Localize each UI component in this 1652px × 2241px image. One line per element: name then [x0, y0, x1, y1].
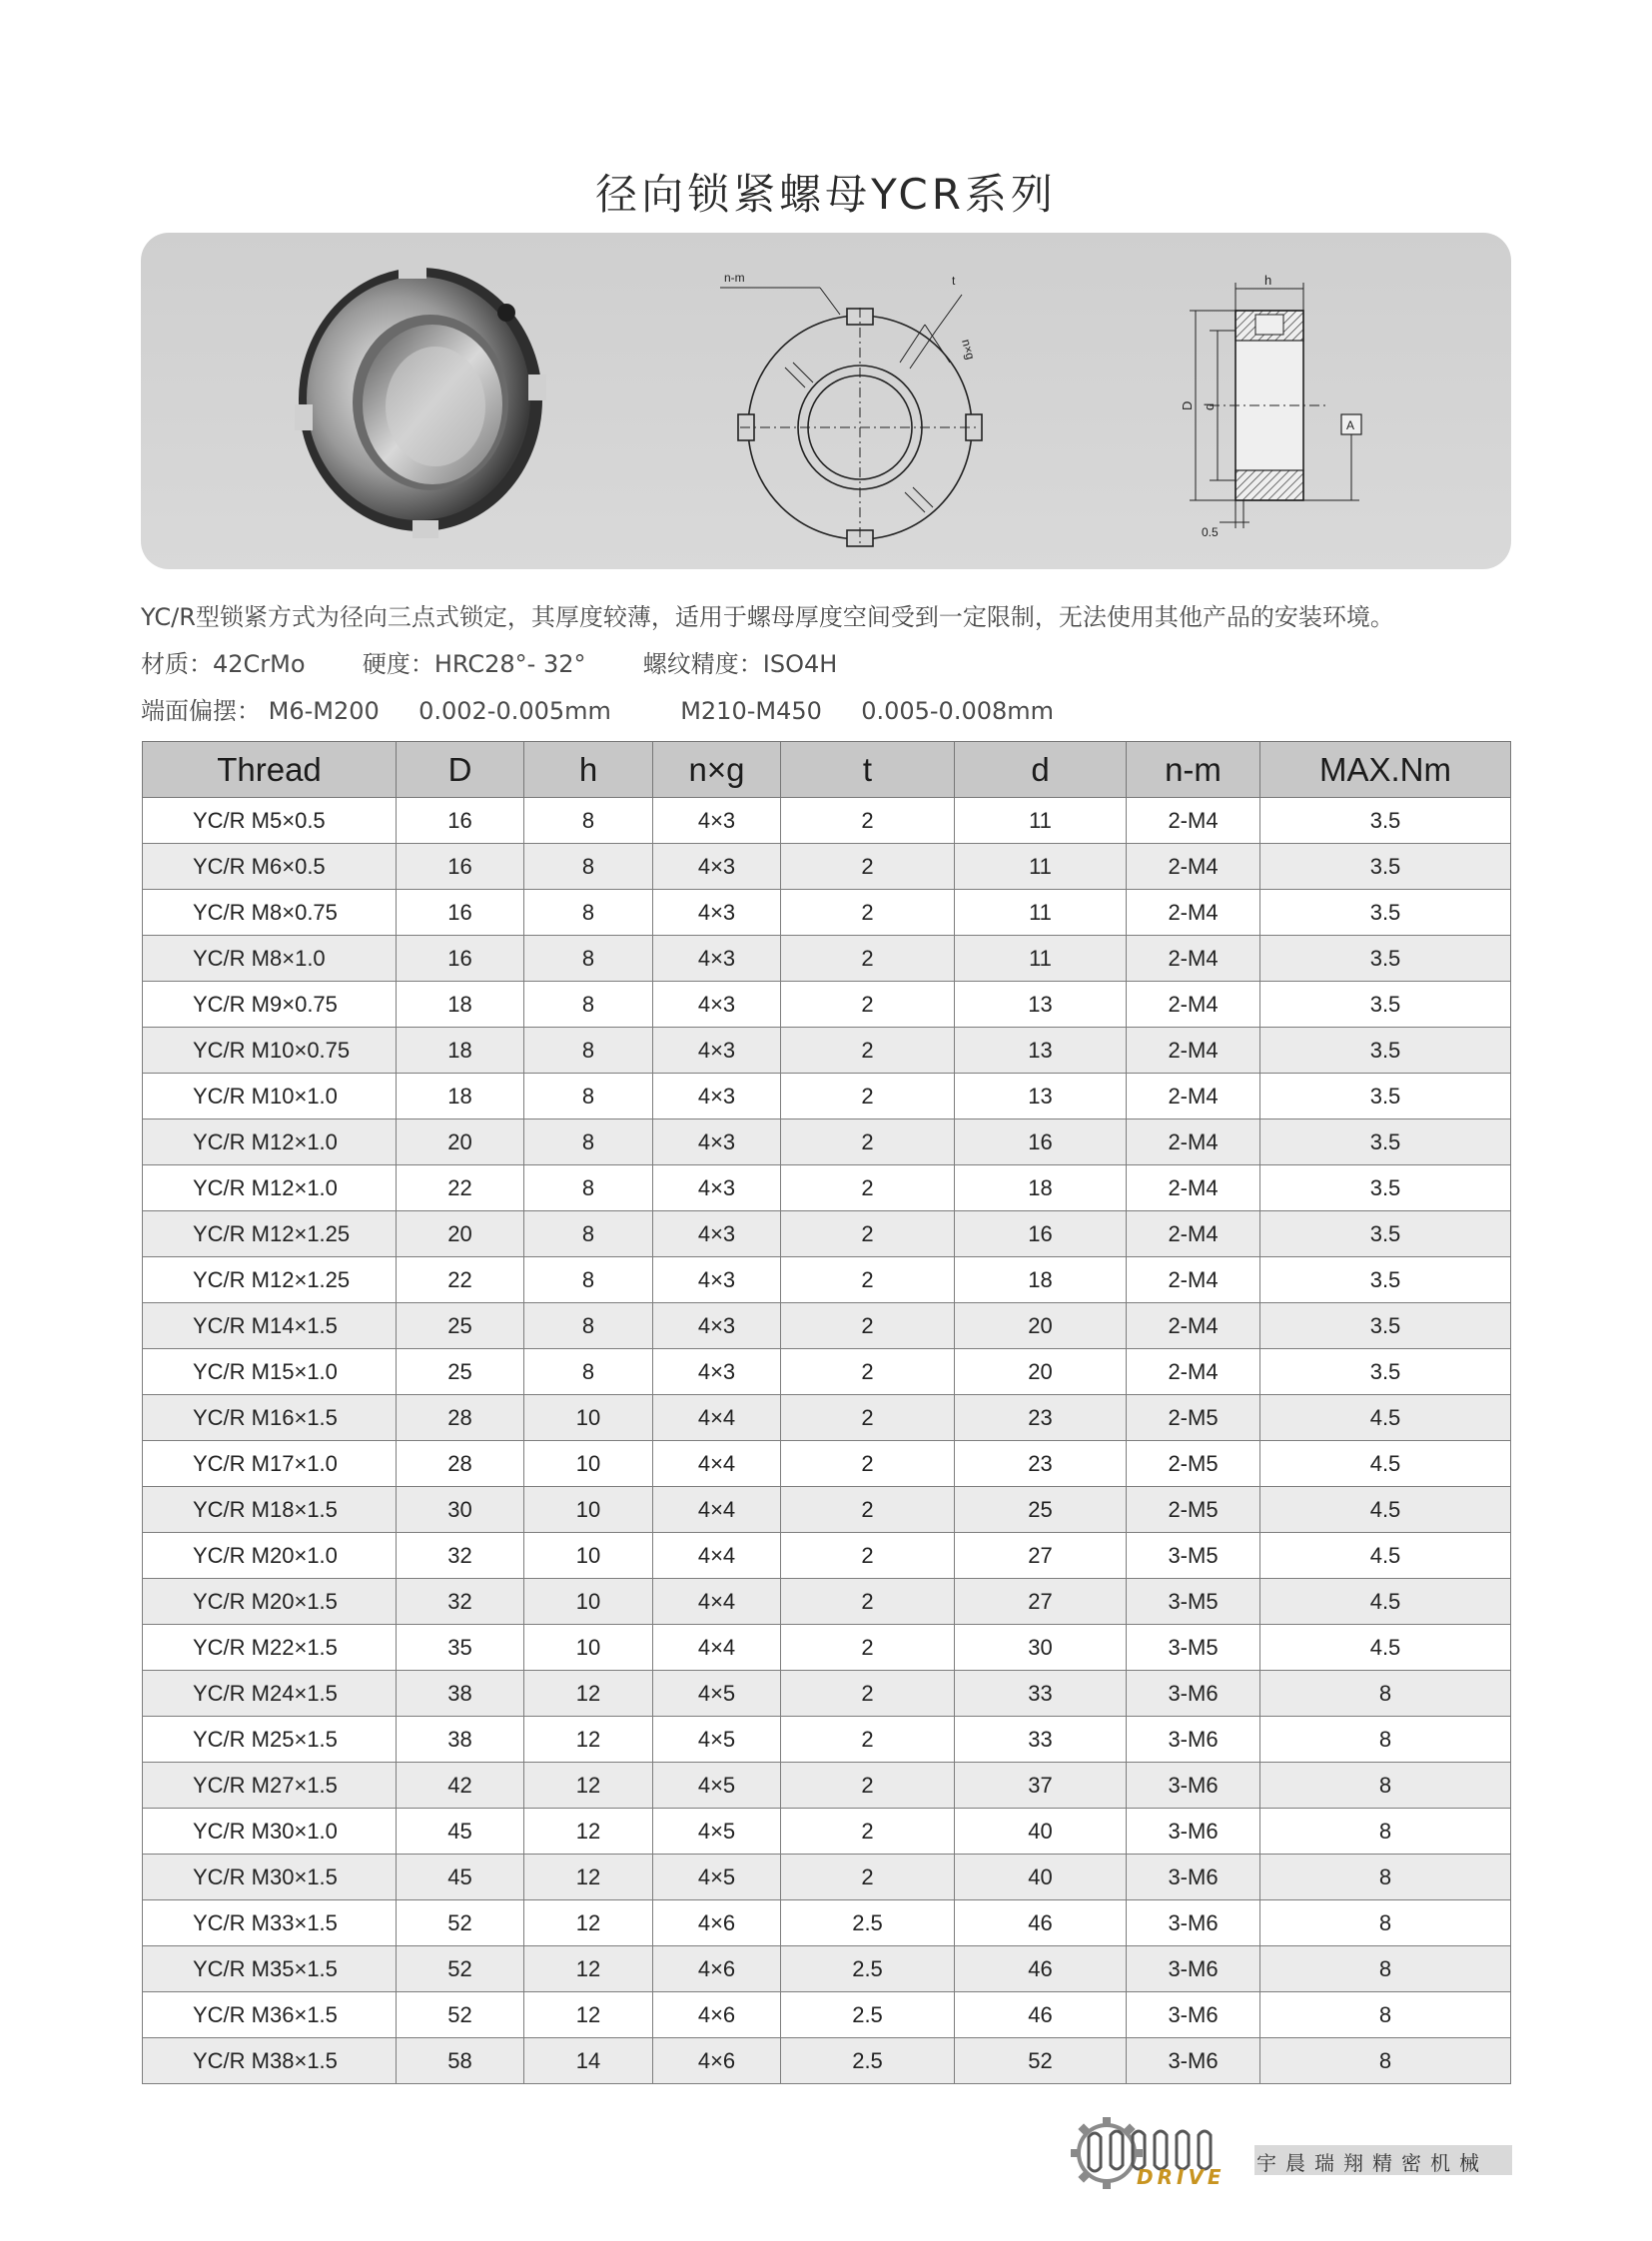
- table-row: [143, 1165, 1511, 1211]
- table-cell: 2: [781, 1763, 955, 1809]
- table-cell: 8: [1260, 1992, 1511, 2038]
- table-row: [143, 1487, 1511, 1533]
- table-cell: 35: [397, 1625, 524, 1671]
- table-cell: 8: [1260, 1717, 1511, 1763]
- table-cell: 18: [955, 1257, 1127, 1303]
- table-cell: 13: [955, 982, 1127, 1028]
- table-cell: 25: [397, 1349, 524, 1395]
- table-cell: 37: [955, 1763, 1127, 1809]
- table-cell: 30: [397, 1487, 524, 1533]
- table-cell: 2: [781, 1395, 955, 1441]
- table-cell: 20: [955, 1349, 1127, 1395]
- table-cell: 4×4: [653, 1579, 781, 1625]
- table-cell: 2: [781, 1165, 955, 1211]
- table-row: [143, 936, 1511, 982]
- table-cell: 2.5: [781, 2038, 955, 2084]
- table-cell: 8: [524, 1211, 653, 1257]
- label-d: d: [1202, 402, 1217, 410]
- runout-value-2: 0.005-0.008mm: [861, 697, 1055, 725]
- table-cell: 2-M4: [1127, 1257, 1260, 1303]
- table-header-row: [143, 742, 1511, 798]
- table-cell: 30: [955, 1625, 1127, 1671]
- table-cell: 23: [955, 1441, 1127, 1487]
- table-cell: 8: [524, 1120, 653, 1165]
- table-cell: 42: [397, 1763, 524, 1809]
- table-cell: 2: [781, 1855, 955, 1900]
- table-cell: 38: [397, 1717, 524, 1763]
- table-cell: 8: [524, 1028, 653, 1074]
- table-cell: YC/R M20×1.5: [143, 1579, 397, 1625]
- table-cell: 3-M6: [1127, 1671, 1260, 1717]
- material-spec: 材质：42CrMo: [141, 650, 306, 678]
- table-cell: 4×6: [653, 1992, 781, 2038]
- table-row: [143, 1900, 1511, 1946]
- table-cell: 4×5: [653, 1763, 781, 1809]
- table-cell: YC/R M36×1.5: [143, 1992, 397, 2038]
- table-cell: 4×6: [653, 1946, 781, 1992]
- table-cell: 3.5: [1260, 1028, 1511, 1074]
- table-cell: 3.5: [1260, 1120, 1511, 1165]
- runout-label: 端面偏摆：: [141, 697, 261, 725]
- table-cell: 12: [524, 1763, 653, 1809]
- table-cell: 8: [524, 1303, 653, 1349]
- table-cell: 2: [781, 1028, 955, 1074]
- table-cell: 13: [955, 1028, 1127, 1074]
- table-cell: 4×3: [653, 1165, 781, 1211]
- table-cell: 12: [524, 1900, 653, 1946]
- table-cell: 2: [781, 1809, 955, 1855]
- table-cell: 20: [397, 1120, 524, 1165]
- table-cell: 2: [781, 1120, 955, 1165]
- table-cell: 13: [955, 1074, 1127, 1120]
- table-row: [143, 1028, 1511, 1074]
- specs-line-1: [141, 644, 837, 679]
- table-cell: 3.5: [1260, 1211, 1511, 1257]
- table-cell: YC/R M20×1.0: [143, 1533, 397, 1579]
- table-cell: 4×4: [653, 1395, 781, 1441]
- label-h: h: [1264, 275, 1272, 288]
- table-cell: 3-M6: [1127, 1946, 1260, 1992]
- table-cell: 22: [397, 1165, 524, 1211]
- table-cell: 18: [397, 982, 524, 1028]
- table-cell: 3-M6: [1127, 2038, 1260, 2084]
- table-cell: 2: [781, 1487, 955, 1533]
- table-cell: 2-M5: [1127, 1395, 1260, 1441]
- table-cell: 23: [955, 1395, 1127, 1441]
- table-cell: 4×4: [653, 1487, 781, 1533]
- table-cell: 4.5: [1260, 1533, 1511, 1579]
- table-cell: YC/R M8×1.0: [143, 936, 397, 982]
- table-cell: 3.5: [1260, 936, 1511, 982]
- table-cell: 4.5: [1260, 1441, 1511, 1487]
- table-cell: 2: [781, 1717, 955, 1763]
- table-cell: 4×3: [653, 1028, 781, 1074]
- label-nm: n-m: [724, 271, 745, 285]
- table-cell: YC/R M12×1.0: [143, 1165, 397, 1211]
- table-row: [143, 1946, 1511, 1992]
- table-cell: YC/R M30×1.5: [143, 1855, 397, 1900]
- table-cell: 58: [397, 2038, 524, 2084]
- table-cell: 3.5: [1260, 890, 1511, 936]
- table-cell: 33: [955, 1717, 1127, 1763]
- table-cell: 8: [1260, 2038, 1511, 2084]
- company-name: 宇晨瑞翔精密机械: [1256, 2151, 1488, 2175]
- table-cell: YC/R M18×1.5: [143, 1487, 397, 1533]
- table-cell: 40: [955, 1855, 1127, 1900]
- table-cell: 3-M6: [1127, 1717, 1260, 1763]
- table-row: [143, 1441, 1511, 1487]
- table-row: [143, 1395, 1511, 1441]
- table-row: [143, 2038, 1511, 2084]
- table-cell: 16: [397, 798, 524, 844]
- table-row: [143, 1303, 1511, 1349]
- table-cell: YC/R M12×1.25: [143, 1211, 397, 1257]
- table-cell: 11: [955, 890, 1127, 936]
- table-cell: 12: [524, 1946, 653, 1992]
- table-cell: 4×6: [653, 1900, 781, 1946]
- table-cell: 8: [524, 1257, 653, 1303]
- table-cell: 3.5: [1260, 1074, 1511, 1120]
- table-cell: 3-M6: [1127, 1992, 1260, 2038]
- product-drawing-banner: [141, 233, 1511, 569]
- table-cell: 18: [397, 1028, 524, 1074]
- table-cell: 2: [781, 1671, 955, 1717]
- table-cell: 2: [781, 1257, 955, 1303]
- table-cell: 40: [955, 1809, 1127, 1855]
- table-cell: 3.5: [1260, 1165, 1511, 1211]
- label-D: D: [1180, 400, 1195, 410]
- table-cell: 25: [397, 1303, 524, 1349]
- table-cell: YC/R M38×1.5: [143, 2038, 397, 2084]
- header-D: D: [397, 742, 524, 798]
- table-row: [143, 1257, 1511, 1303]
- table-cell: 2-M4: [1127, 1349, 1260, 1395]
- table-cell: 12: [524, 1809, 653, 1855]
- table-row: [143, 1349, 1511, 1395]
- table-cell: 12: [524, 1717, 653, 1763]
- table-cell: 46: [955, 1992, 1127, 2038]
- table-cell: 8: [524, 1074, 653, 1120]
- table-row: [143, 1074, 1511, 1120]
- table-cell: 2: [781, 1211, 955, 1257]
- table-cell: 3.5: [1260, 982, 1511, 1028]
- description-text: YC/R型锁紧方式为径向三点式锁定，其厚度较薄，适用于螺母厚度空间受到一定限制，无法使用其他产品的安装环境。: [141, 603, 1394, 631]
- table-cell: 4×5: [653, 1671, 781, 1717]
- table-cell: YC/R M16×1.5: [143, 1395, 397, 1441]
- table-cell: YC/R M35×1.5: [143, 1946, 397, 1992]
- table-cell: 38: [397, 1671, 524, 1717]
- table-cell: 32: [397, 1579, 524, 1625]
- table-cell: 8: [524, 798, 653, 844]
- table-cell: 2: [781, 1349, 955, 1395]
- table-cell: YC/R M5×0.5: [143, 798, 397, 844]
- table-cell: 8: [1260, 1946, 1511, 1992]
- header-d: d: [955, 742, 1127, 798]
- table-cell: 2-M4: [1127, 936, 1260, 982]
- table-cell: 8: [524, 982, 653, 1028]
- table-cell: 4×3: [653, 1303, 781, 1349]
- header-h: h: [524, 742, 653, 798]
- table-cell: 4×3: [653, 1074, 781, 1120]
- table-cell: 25: [955, 1487, 1127, 1533]
- table-cell: 14: [524, 2038, 653, 2084]
- table-cell: 8: [1260, 1763, 1511, 1809]
- table-cell: 8: [524, 844, 653, 890]
- table-cell: 45: [397, 1855, 524, 1900]
- table-cell: YC/R M14×1.5: [143, 1303, 397, 1349]
- table-cell: 2-M4: [1127, 1211, 1260, 1257]
- table-cell: 52: [397, 1992, 524, 2038]
- table-cell: 33: [955, 1671, 1127, 1717]
- table-cell: 12: [524, 1992, 653, 2038]
- label-t: t: [952, 274, 956, 288]
- table-cell: 2: [781, 1441, 955, 1487]
- table-cell: 2.5: [781, 1900, 955, 1946]
- table-row: [143, 1992, 1511, 2038]
- table-cell: 4×3: [653, 1349, 781, 1395]
- table-cell: 8: [1260, 1855, 1511, 1900]
- table-row: [143, 798, 1511, 844]
- table-row: [143, 1763, 1511, 1809]
- table-cell: 28: [397, 1395, 524, 1441]
- table-row: [143, 1533, 1511, 1579]
- spec-table: [142, 741, 1511, 2084]
- table-row: [143, 1717, 1511, 1763]
- header-t: t: [781, 742, 955, 798]
- table-cell: 2-M4: [1127, 1303, 1260, 1349]
- table-cell: 46: [955, 1900, 1127, 1946]
- table-cell: YC/R M24×1.5: [143, 1671, 397, 1717]
- table-cell: 3-M5: [1127, 1625, 1260, 1671]
- table-cell: 3-M6: [1127, 1763, 1260, 1809]
- table-cell: 2: [781, 936, 955, 982]
- table-cell: 3.5: [1260, 1257, 1511, 1303]
- table-cell: 4.5: [1260, 1579, 1511, 1625]
- table-cell: 8: [524, 890, 653, 936]
- table-cell: 4.5: [1260, 1625, 1511, 1671]
- table-cell: YC/R M12×1.25: [143, 1257, 397, 1303]
- table-cell: YC/R M6×0.5: [143, 844, 397, 890]
- table-cell: YC/R M9×0.75: [143, 982, 397, 1028]
- table-cell: 46: [955, 1946, 1127, 1992]
- table-cell: 4×3: [653, 798, 781, 844]
- table-row: [143, 1671, 1511, 1717]
- table-row: [143, 1579, 1511, 1625]
- table-cell: 4×5: [653, 1855, 781, 1900]
- table-cell: 20: [955, 1303, 1127, 1349]
- table-cell: 4×6: [653, 2038, 781, 2084]
- table-cell: 4×5: [653, 1717, 781, 1763]
- table-cell: YC/R M25×1.5: [143, 1717, 397, 1763]
- table-cell: 8: [1260, 1809, 1511, 1855]
- table-cell: 8: [524, 936, 653, 982]
- table-cell: 2-M4: [1127, 798, 1260, 844]
- footer-logo: [1067, 2111, 1512, 2193]
- table-cell: 4×4: [653, 1441, 781, 1487]
- table-cell: 4.5: [1260, 1487, 1511, 1533]
- table-cell: 2: [781, 844, 955, 890]
- table-cell: 3.5: [1260, 1303, 1511, 1349]
- table-cell: 2: [781, 1303, 955, 1349]
- table-cell: YC/R M8×0.75: [143, 890, 397, 936]
- table-cell: 10: [524, 1487, 653, 1533]
- table-cell: 3.5: [1260, 1349, 1511, 1395]
- label-offset: 0.5: [1202, 525, 1219, 539]
- table-cell: 2-M5: [1127, 1487, 1260, 1533]
- table-cell: 3-M5: [1127, 1533, 1260, 1579]
- table-cell: 16: [397, 890, 524, 936]
- table-cell: YC/R M10×0.75: [143, 1028, 397, 1074]
- specs-line-2: [141, 691, 1054, 726]
- table-cell: 4×3: [653, 890, 781, 936]
- thread-precision-spec: 螺纹精度：ISO4H: [642, 650, 838, 678]
- table-cell: 16: [955, 1120, 1127, 1165]
- table-cell: 2: [781, 798, 955, 844]
- table-cell: YC/R M33×1.5: [143, 1900, 397, 1946]
- table-cell: 32: [397, 1533, 524, 1579]
- table-cell: YC/R M17×1.0: [143, 1441, 397, 1487]
- runout-range-2: M210-M450: [680, 697, 822, 725]
- table-body: [143, 798, 1511, 2084]
- runout-value-1: 0.002-0.005mm: [418, 697, 611, 725]
- table-row: [143, 1120, 1511, 1165]
- table-cell: 28: [397, 1441, 524, 1487]
- table-cell: 3-M6: [1127, 1809, 1260, 1855]
- table-cell: 18: [397, 1074, 524, 1120]
- header-nm: n-m: [1127, 742, 1260, 798]
- header-nxg: n×g: [653, 742, 781, 798]
- table-cell: 10: [524, 1395, 653, 1441]
- brand-name: DRIVE: [1137, 2165, 1226, 2189]
- table-cell: 4×3: [653, 936, 781, 982]
- table-cell: 11: [955, 844, 1127, 890]
- table-cell: 12: [524, 1855, 653, 1900]
- table-cell: 4×3: [653, 982, 781, 1028]
- table-cell: 2: [781, 1625, 955, 1671]
- table-cell: 2-M4: [1127, 1074, 1260, 1120]
- table-cell: 8: [1260, 1900, 1511, 1946]
- table-cell: 2: [781, 1579, 955, 1625]
- table-cell: 22: [397, 1257, 524, 1303]
- table-cell: 2: [781, 982, 955, 1028]
- table-cell: 2: [781, 1533, 955, 1579]
- table-cell: 8: [524, 1165, 653, 1211]
- table-cell: 18: [955, 1165, 1127, 1211]
- table-cell: 2-M4: [1127, 890, 1260, 936]
- front-view-drawing: [700, 263, 990, 552]
- table-cell: 20: [397, 1211, 524, 1257]
- table-cell: 10: [524, 1533, 653, 1579]
- header-max-nm: MAX.Nm: [1260, 742, 1511, 798]
- label-A: A: [1346, 418, 1355, 432]
- table-cell: 2-M5: [1127, 1441, 1260, 1487]
- table-cell: 4.5: [1260, 1395, 1511, 1441]
- table-row: [143, 1625, 1511, 1671]
- table-cell: 4×3: [653, 844, 781, 890]
- header-thread: Thread: [143, 742, 397, 798]
- table-cell: 3.5: [1260, 798, 1511, 844]
- table-row: [143, 890, 1511, 936]
- table-cell: 3.5: [1260, 844, 1511, 890]
- table-cell: 4×5: [653, 1809, 781, 1855]
- table-cell: 12: [524, 1671, 653, 1717]
- table-cell: 2-M4: [1127, 1120, 1260, 1165]
- table-cell: YC/R M27×1.5: [143, 1763, 397, 1809]
- table-cell: 16: [397, 936, 524, 982]
- table-cell: YC/R M30×1.0: [143, 1809, 397, 1855]
- table-row: [143, 1211, 1511, 1257]
- table-cell: 16: [397, 844, 524, 890]
- table-row: [143, 982, 1511, 1028]
- table-cell: 52: [397, 1900, 524, 1946]
- table-cell: 4×3: [653, 1211, 781, 1257]
- lock-nut-photo: [281, 255, 560, 544]
- table-cell: 45: [397, 1809, 524, 1855]
- table-cell: 27: [955, 1533, 1127, 1579]
- side-view-drawing: [1180, 275, 1399, 554]
- table-cell: 52: [955, 2038, 1127, 2084]
- page-title: 径向锁紧螺母YCR系列: [595, 170, 1057, 219]
- table-cell: 4×3: [653, 1257, 781, 1303]
- table-row: [143, 1855, 1511, 1900]
- table-cell: 2: [781, 890, 955, 936]
- table-row: [143, 844, 1511, 890]
- table-cell: 4×3: [653, 1120, 781, 1165]
- table-cell: 52: [397, 1946, 524, 1992]
- table-cell: 8: [1260, 1671, 1511, 1717]
- table-cell: 2-M4: [1127, 1028, 1260, 1074]
- table-row: [143, 1809, 1511, 1855]
- table-cell: 10: [524, 1625, 653, 1671]
- table-cell: 10: [524, 1441, 653, 1487]
- label-nxg: n×g: [959, 338, 978, 362]
- table-cell: YC/R M22×1.5: [143, 1625, 397, 1671]
- table-cell: 10: [524, 1579, 653, 1625]
- table-cell: 27: [955, 1579, 1127, 1625]
- table-cell: 2: [781, 1074, 955, 1120]
- table-cell: 4×4: [653, 1533, 781, 1579]
- table-cell: 16: [955, 1211, 1127, 1257]
- table-cell: 2-M4: [1127, 1165, 1260, 1211]
- table-cell: 11: [955, 798, 1127, 844]
- table-cell: YC/R M15×1.0: [143, 1349, 397, 1395]
- table-cell: 4×4: [653, 1625, 781, 1671]
- table-cell: 8: [524, 1349, 653, 1395]
- table-cell: 2.5: [781, 1946, 955, 1992]
- table-cell: YC/R M12×1.0: [143, 1120, 397, 1165]
- table-cell: 2-M4: [1127, 982, 1260, 1028]
- table-cell: 2-M4: [1127, 844, 1260, 890]
- table-cell: 11: [955, 936, 1127, 982]
- table-cell: YC/R M10×1.0: [143, 1074, 397, 1120]
- table-cell: 3-M6: [1127, 1855, 1260, 1900]
- hardness-spec: 硬度：HRC28°- 32°: [362, 650, 586, 678]
- table-cell: 2.5: [781, 1992, 955, 2038]
- table-cell: 3-M6: [1127, 1900, 1260, 1946]
- table-cell: 3-M5: [1127, 1579, 1260, 1625]
- runout-range-1: M6-M200: [268, 697, 380, 725]
